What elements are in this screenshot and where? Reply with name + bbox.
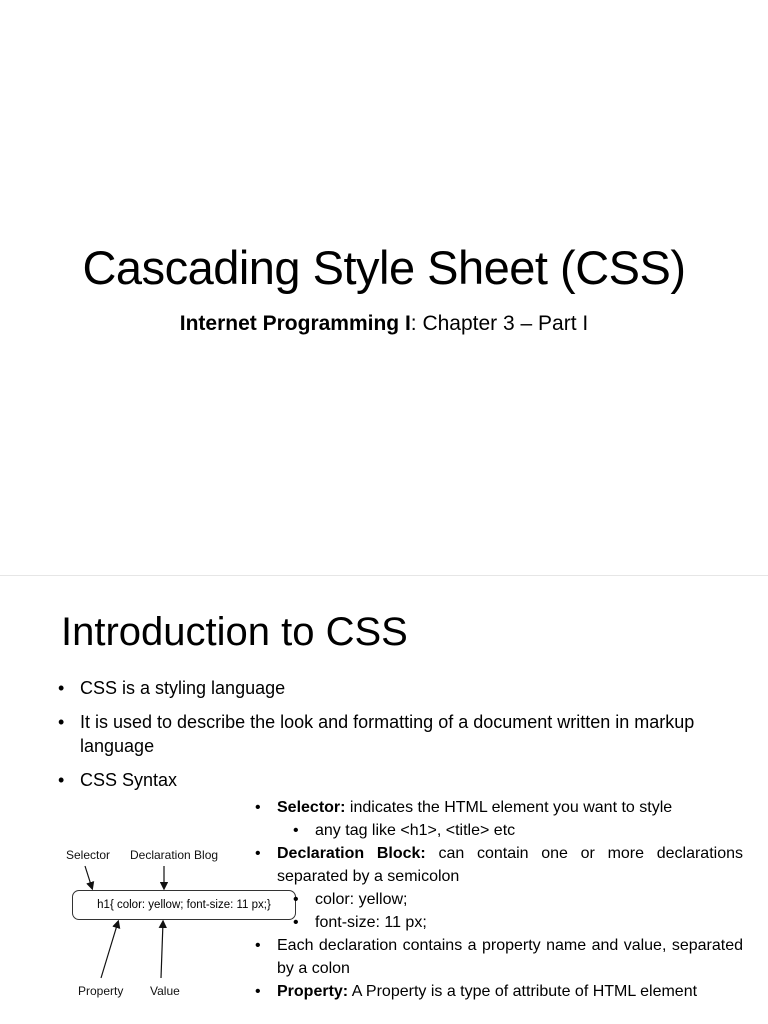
sub-bullet-property (253, 980, 743, 1003)
css-rule-box: h1{ color: yellow; font-size: 11 px;} (72, 890, 296, 920)
sub-bullet-example: • font-size: 11 px; (253, 911, 743, 934)
value-arrow (161, 922, 163, 978)
syntax-detail-list (253, 796, 743, 1003)
term-text: indicates the HTML element you want to style (345, 799, 673, 816)
sub-bullet-declaration (253, 842, 743, 888)
term-label: Declaration Block: (277, 845, 426, 862)
term-label: Property: (277, 983, 349, 1000)
bullet-item: • CSS Syntax (58, 768, 738, 792)
term-label: Selector: (277, 799, 346, 816)
subtitle-chapter: : Chapter 3 – Part I (410, 312, 589, 335)
intro-slide (0, 576, 768, 1024)
term-text: A Property is a type of attribute of HTML element (348, 983, 698, 1000)
slide-heading: Introduction to CSS (61, 610, 408, 654)
subtitle-course: Internet Programming I (179, 312, 411, 335)
property-label: Property (78, 984, 124, 998)
slide-title: Cascading Style Sheet (CSS) (82, 241, 686, 294)
value-label: Value (150, 984, 180, 998)
sub-bullet-selector (253, 796, 743, 819)
sub-bullet-example: • any tag like <h1>, <title> etc (253, 819, 743, 842)
sub-bullet-declaration-desc: • Each declaration contains a property name and value, separated by a colon (253, 934, 743, 980)
slide-subtitle (0, 312, 768, 336)
sub-bullet-example: • color: yellow; (253, 888, 743, 911)
term-text: can contain one or more declarations separated by a semicolon (277, 845, 744, 885)
selector-label: Selector (66, 848, 111, 862)
bullet-item: • It is used to describe the look and formatting of a document written in markup language (58, 710, 738, 758)
property-arrow (101, 922, 118, 978)
bullet-item: • CSS is a styling language (58, 676, 738, 700)
main-bullet-list (58, 676, 738, 802)
selector-arrow (85, 866, 92, 888)
declaration-label: Declaration Blog (130, 848, 219, 862)
